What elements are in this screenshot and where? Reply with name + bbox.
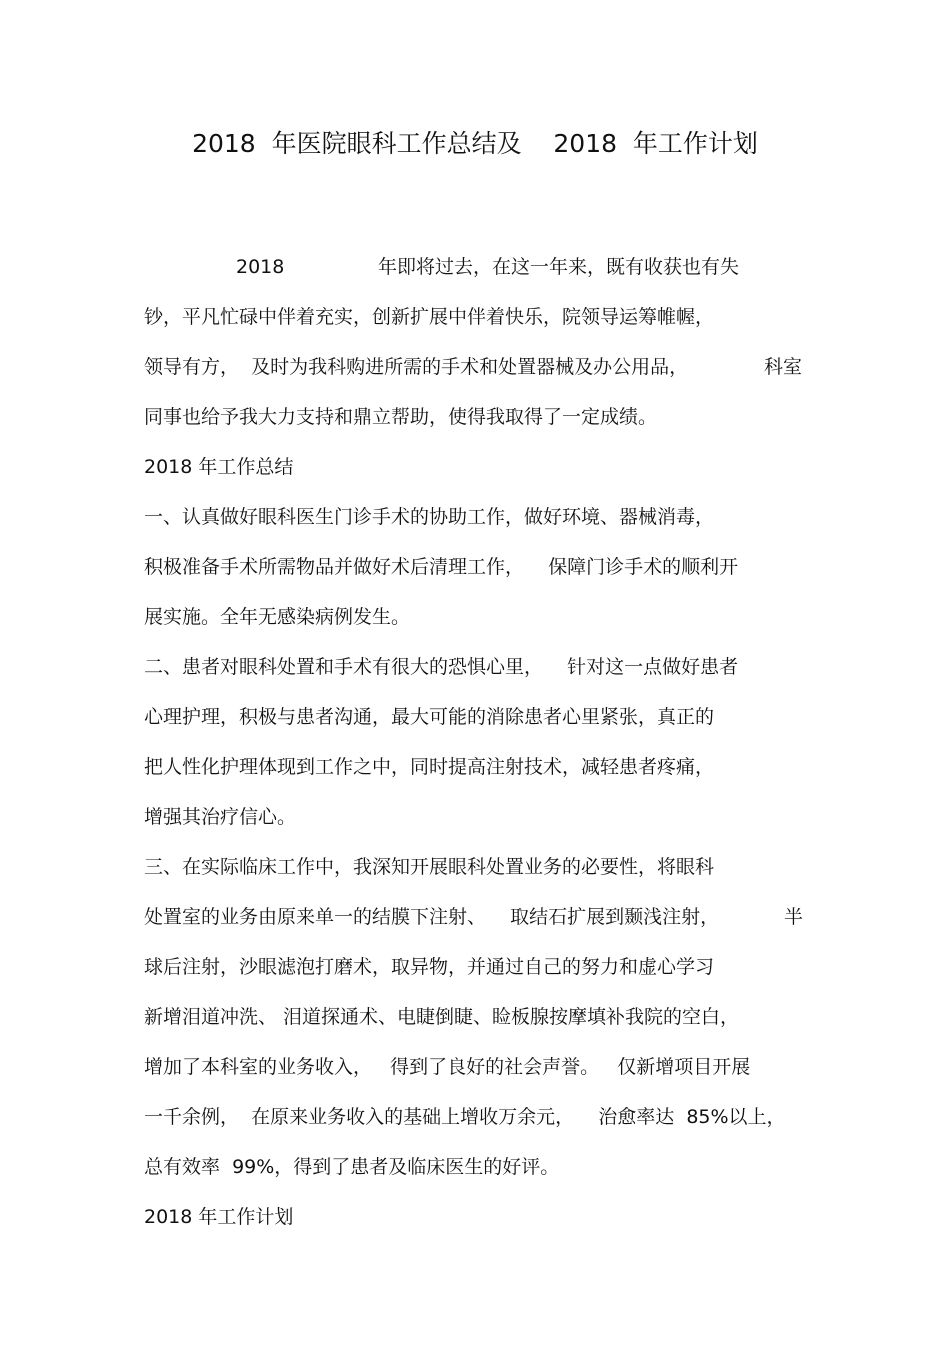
- document-title: 2018 年医院眼科工作总结及 2018 年工作计划: [192, 129, 758, 158]
- item3-line-6: 一千余例， 在原来业务收入的基础上增收万余元， 治愈率达 85%以上，: [144, 1106, 786, 1128]
- item1-line-2: 积极准备手术所需物品并做好术后清理工作， 保障门诊手术的顺利开: [144, 556, 739, 578]
- item3-line-5: 增加了本科室的业务收入， 得到了良好的社会声誉。 仅新增项目开展: [144, 1056, 751, 1078]
- item3-line-2-end: 半: [784, 906, 804, 928]
- item3-line-2-text: 处置室的业务由原来单一的结膜下注射、 取结石扩展到颞浅注射，: [144, 906, 720, 928]
- item1-line-1: 一、认真做好眼科医生门诊手术的协助工作，做好环境、器械消毒，: [144, 506, 715, 528]
- item3-line-4: 新增泪道冲洗、 泪道探通术、电睫倒睫、睑板腺按摩填补我院的空白，: [144, 1006, 740, 1028]
- item3-line-3: 球后注射，沙眼滤泡打磨术，取异物，并通过自己的努力和虚心学习: [144, 956, 715, 978]
- item3-line-7: 总有效率 99%，得到了患者及临床医生的好评。: [144, 1156, 560, 1178]
- intro-line-1-year: 2018: [236, 256, 285, 278]
- item2-line-3: 把人性化护理体现到工作之中，同时提高注射技术，减轻患者疼痛，: [144, 756, 715, 778]
- intro-line-3-end: 科室: [764, 356, 803, 378]
- item3-line-1: 三、在实际临床工作中，我深知开展眼科处置业务的必要性，将眼科: [144, 856, 715, 878]
- intro-line-4: 同事也给予我大力支持和鼎立帮助，使得我取得了一定成绩。: [144, 406, 658, 428]
- item2-line-4: 增强其治疗信心。: [144, 806, 297, 828]
- plan-heading: 2018 年工作计划: [144, 1206, 294, 1228]
- summary-heading: 2018 年工作总结: [144, 456, 294, 478]
- item2-line-2: 心理护理，积极与患者沟通，最大可能的消除患者心里紧张，真正的: [144, 706, 715, 728]
- intro-line-3-text: 领导有方， 及时为我科购进所需的手术和处置器械及办公用品，: [144, 356, 689, 378]
- item2-line-1: 二、患者对眼科处置和手术有很大的恐惧心里， 针对这一点做好患者: [144, 656, 739, 678]
- intro-line-1-text: 年即将过去，在这一年来，既有收获也有失: [378, 256, 740, 278]
- item1-line-3: 展实施。全年无感染病例发生。: [144, 606, 411, 628]
- intro-line-2: 钞，平凡忙碌中伴着充实，创新扩展中伴着快乐，院领导运筹帷幄，: [144, 306, 715, 328]
